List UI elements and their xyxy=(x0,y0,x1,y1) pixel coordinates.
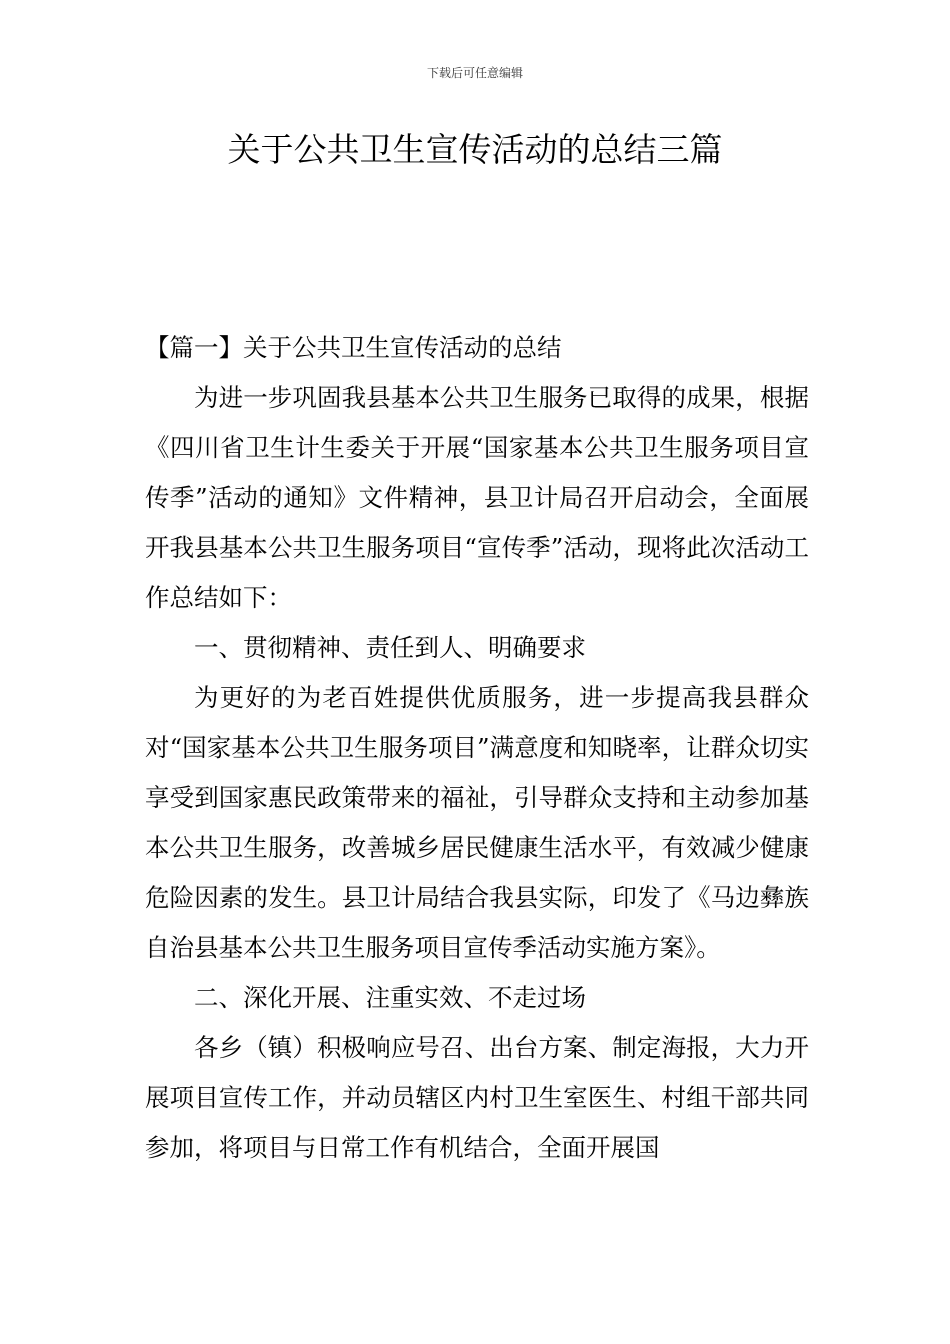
paragraph: 为更好的为老百姓提供优质服务，进一步提高我县群众对“国家基本公共卫生服务项目”满意度和知晓率，让群众切实享受到国家惠民政策带来的福祉，引导群众支持和主动参加基本公共卫生服务，改善城乡居民健康生活水平，有效减少健康危险因素的发生。县卫计局结合我县实际，印发了《马边彝族自治县基本公共卫生服务项目宣传季活动实施方案》。 xyxy=(145,683,809,962)
paragraph: 各乡（镇）积极响应号召、出台方案、制定海报，大力开展项目宣传工作，并动员辖区内村卫生室医生、村组干部共同参加，将项目与日常工作有机结合，全面开展国 xyxy=(145,1033,809,1162)
subsection-heading: 一、贯彻精神、责任到人、明确要求 xyxy=(194,633,586,662)
subsection-heading: 二、深化开展、注重实效、不走过场 xyxy=(194,983,586,1012)
paragraph: 为进一步巩固我县基本公共卫生服务已取得的成果，根据《四川省卫生计生委关于开展“国家基本公共卫生服务项目宣传季”活动的通知》文件精神，县卫计局召开启动会，全面展开我县基本公共卫生服务项目“宣传季”活动，现将此次活动工作总结如下： xyxy=(145,383,809,612)
header-note: 下载后可任意编辑 xyxy=(426,66,523,80)
section-heading: 【篇一】关于公共卫生宣传活动的总结 xyxy=(145,333,562,362)
document-body xyxy=(145,323,809,1173)
document-title: 关于公共卫生宣传活动的总结三篇 xyxy=(227,130,723,169)
